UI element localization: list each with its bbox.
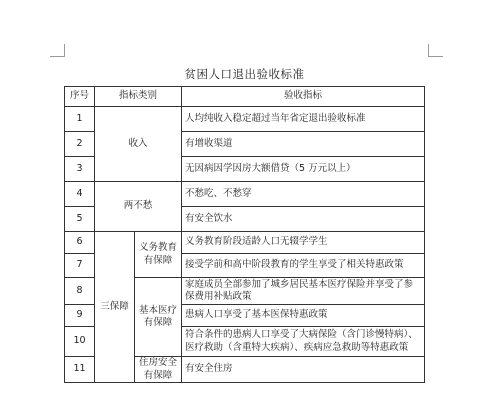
row-criteria: 有安全饮水	[182, 207, 425, 232]
subcategory-medical: 基本医疗有保障	[135, 278, 182, 357]
row-index: 9	[65, 305, 95, 327]
subcategory-education: 义务教育有保障	[135, 232, 182, 278]
row-index: 6	[65, 232, 95, 254]
row-criteria: 不愁吃、不愁穿	[182, 182, 425, 207]
standards-table	[64, 86, 425, 383]
row-index: 5	[65, 207, 95, 232]
category-income: 收入	[95, 107, 182, 182]
table-row	[65, 232, 425, 254]
table-row	[65, 182, 425, 207]
row-index: 8	[65, 278, 95, 305]
row-index: 2	[65, 132, 95, 157]
row-criteria: 有安全住房	[182, 357, 425, 383]
row-criteria: 有增收渠道	[182, 132, 425, 157]
header-criteria: 验收指标	[182, 87, 425, 107]
row-index: 10	[65, 327, 95, 357]
row-index: 7	[65, 254, 95, 278]
row-criteria: 符合条件的患病人口享受了大病保险（含门诊慢特病）、医疗救助（含重特大疾病）、疾病应急救助等特惠政策	[182, 327, 425, 357]
row-index: 4	[65, 182, 95, 207]
header-index: 序号	[65, 87, 95, 107]
document-title: 贫困人口退出验收标准	[184, 67, 305, 81]
subcategory-housing: 住房安全有保障	[135, 357, 182, 383]
table-header-row	[65, 87, 425, 107]
category-two-no-worries: 两不愁	[95, 182, 182, 232]
crop-mark-top-left	[50, 44, 65, 57]
row-criteria: 接受学前和高中阶段教育的学生享受了相关特惠政策	[182, 254, 425, 278]
row-criteria: 患病人口享受了基本医保特惠政策	[182, 305, 425, 327]
crop-mark-top-right	[428, 44, 443, 57]
row-index: 11	[65, 357, 95, 383]
row-criteria: 人均纯收入稳定超过当年省定退出验收标准	[182, 107, 425, 132]
row-index: 3	[65, 157, 95, 182]
row-criteria: 义务教育阶段适龄人口无辍学学生	[182, 232, 425, 254]
row-criteria: 无因病因学因房大额借贷（5 万元以上）	[182, 157, 425, 182]
header-category: 指标类别	[95, 87, 182, 107]
row-index: 1	[65, 107, 95, 132]
category-three-guarantees: 三保障	[95, 232, 135, 383]
table-row	[65, 107, 425, 132]
row-criteria: 家庭成员全部参加了城乡居民基本医疗保险并享受了参保费用补贴政策	[182, 278, 425, 305]
